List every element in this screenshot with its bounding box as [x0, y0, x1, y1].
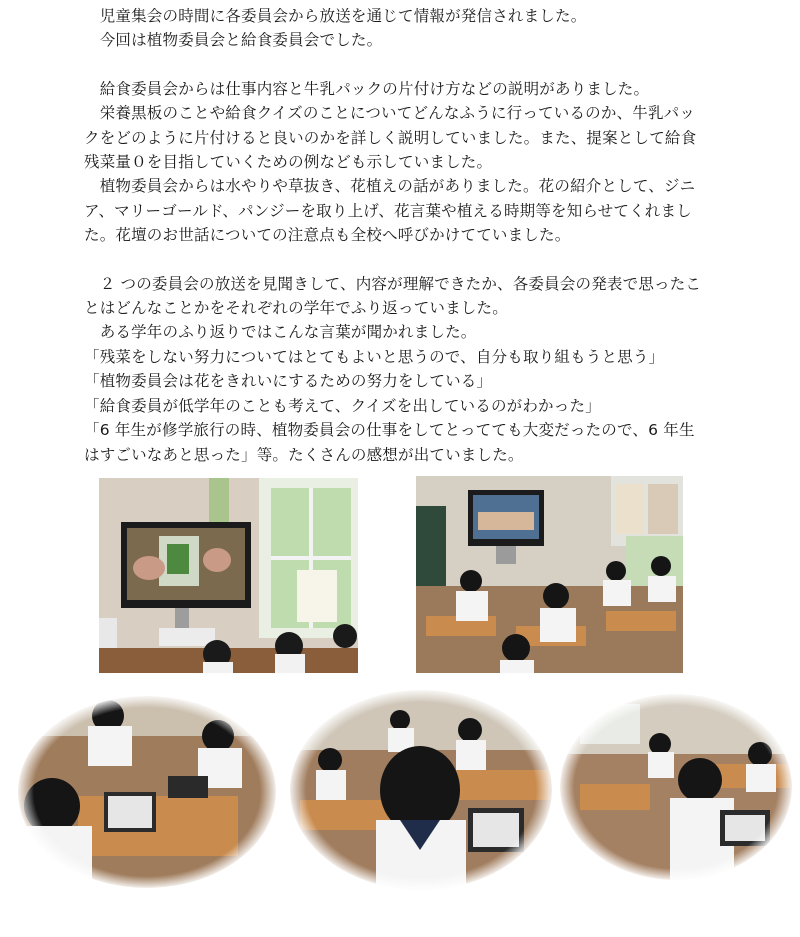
paragraph-7: ある学年のふり返りではこんな言葉が聞かれました。	[84, 323, 477, 342]
paragraph-gap	[84, 53, 704, 77]
quote-1: 「残菜をしない努力についてはとてもよいと思うので、自分も取り組もうと思う」	[84, 347, 665, 366]
article-text	[84, 4, 704, 467]
quote-3: 「給食委員が低学年のことも考えて、クイズを出しているのがわかった」	[84, 396, 601, 415]
paragraph-4: 栄養黒板のことや給食クイズのことについてどんなふうに行っているのか、牛乳パックをどのように片付けると良いのかを詳しく説明していました。また、提案として給食残菜量０を目指していくための例なども示していました。	[84, 104, 697, 172]
paragraph-6: ２ つの委員会の放送を見聞きして、内容が理解できたか、各委員会の発表で思ったことはどんなことかをそれぞれの学年でふり返っていました。	[84, 274, 702, 318]
photo-student-tablet-1	[18, 696, 276, 888]
photo-student-tablet-2	[290, 690, 552, 890]
photo-student-tablet-3	[560, 694, 792, 880]
photo-classroom-watching	[416, 476, 683, 673]
paragraph-3: 給食委員会からは仕事内容と牛乳パックの片付け方などの説明がありました。	[84, 79, 650, 98]
photo-tv-broadcast	[99, 478, 358, 673]
quote-4: 「6 年生が修学旅行の時、植物委員会の仕事をしてとってても大変だったので、6 年生はすごいなあと思った」等。たくさんの感想が出ていました。	[84, 421, 695, 464]
paragraph-1: 児童集会の時間に各委員会から放送を通じて情報が発信されました。	[84, 7, 587, 25]
paragraph-gap	[84, 248, 704, 272]
paragraph-5: 植物委員会からは水やりや草抜き、花植えの話がありました。花の紹介として、ジニア、マリーゴールド、パンジーを取り上げ、花言葉や植える時期等を知らせてくれました。花壇のお世話についての注意点も全校へ呼びかけてていました。	[84, 177, 696, 245]
quote-2: 「植物委員会は花をきれいにするための努力をしている」	[84, 372, 493, 391]
paragraph-2: 今回は植物委員会と給食委員会でした。	[84, 31, 383, 50]
